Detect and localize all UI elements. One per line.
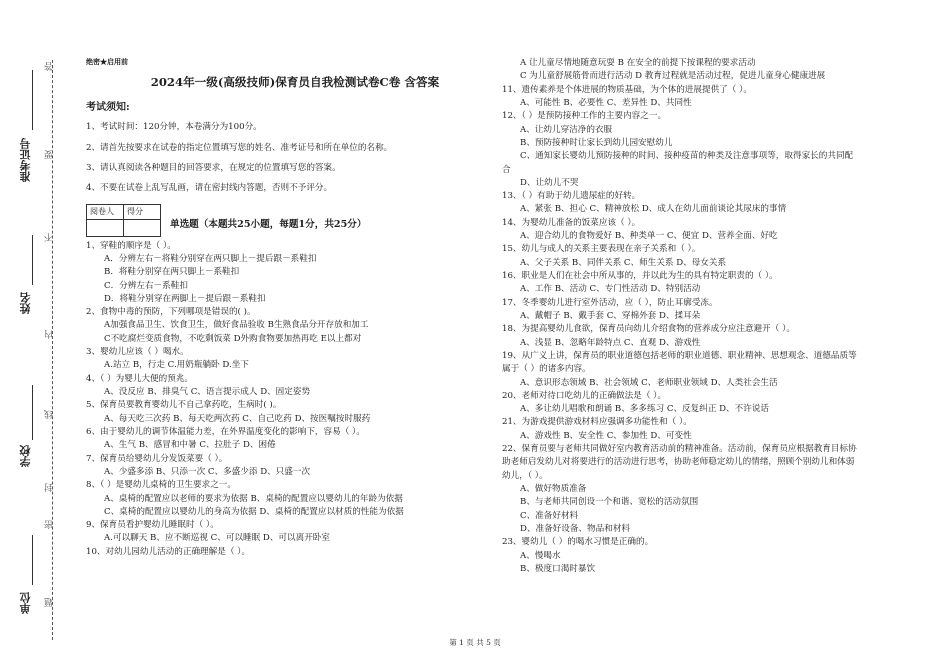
page-number: 第 1 页 共 5 页	[449, 638, 501, 647]
question-text: 9、保育员看护婴幼儿睡眠时（ ）。	[86, 520, 219, 531]
page-title: 2024年一级(高级技师)保育员自我检测试卷C卷 含答案	[150, 74, 440, 89]
answer-option[interactable]: D．将鞋分别穿在两脚上－提后跟－系鞋扣	[104, 293, 266, 304]
question-text: 7、保育员给婴幼儿分发饭菜要（ ）。	[86, 453, 228, 464]
answer-option[interactable]: A、父子关系 B、同伴关系 C、师生关系 D、母女关系	[520, 257, 727, 268]
seal-mark: 封	[45, 483, 55, 492]
question-text: 属于（ ）的诸多内容。	[502, 364, 591, 375]
answer-option[interactable]: A、少盛多添 B、只添一次 C、多盛少添 D、只盛一次	[104, 466, 311, 477]
answer-option[interactable]: A、工作 B、活动 C、专门性活动 D、特别活动	[520, 284, 701, 295]
seal-line	[52, 60, 53, 640]
score-cell[interactable]	[124, 219, 161, 236]
seal-mark: 内	[45, 330, 55, 339]
answer-option[interactable]: D、准备好设备、物品和材料	[520, 523, 631, 534]
question-text: 5、保育员要教育婴幼儿不自己拿药吃，生病时( )。	[86, 400, 282, 411]
question-text: 13、（ ）有助于幼儿遗尿症的好转。	[502, 191, 641, 202]
answer-option[interactable]: B．将鞋分别穿在两只脚上－系鞋扣	[104, 267, 240, 278]
question-text: 22、保育员要与老师共同做好室内教育活动前的精神准备。活动前，保育员应根据教育目标协	[502, 444, 857, 455]
seal-mark: 题	[45, 598, 55, 607]
answer-option[interactable]: A、浅显 B、忽略年龄特点 C、直观 D、游戏性	[520, 337, 701, 348]
notice-heading: 考试须知:	[86, 101, 130, 113]
answer-option[interactable]: A、没反应 B、排臭气 C、语言提示成人 D、固定姿势	[104, 387, 311, 397]
answer-option[interactable]: C不吃腐烂变质食物，不吃剩饭菜 D外购食物要加热再吃 E以上都对	[104, 333, 362, 344]
grader-header: 阅卷人	[87, 204, 124, 219]
name-label: 姓名	[19, 292, 32, 314]
question-text: 8、（ ）是婴幼儿桌椅的卫生要求之一。	[86, 480, 236, 491]
answer-option[interactable]: A、迎合幼儿的食物爱好 B、种类单一 C、便宜 D、营养全面、好吃	[520, 231, 778, 242]
answer-option[interactable]: A、慢喝水	[520, 550, 561, 561]
answer-option[interactable]: C、准备好材料	[520, 510, 579, 521]
school-blank[interactable]	[32, 385, 33, 440]
notice-list	[86, 121, 486, 195]
school-label: 学校	[19, 445, 32, 467]
question-text: 18、为提高婴幼儿食欲，保育员向幼儿介绍食物的营养成分应注意避开（ ）。	[502, 324, 795, 335]
notice-item: 1、考试时间：120分钟，本卷满分为100分。	[86, 122, 262, 133]
answer-option[interactable]: A、生气 B、感冒和中暑 C、拉肚子 D、困倦	[104, 440, 276, 451]
seal-mark: 答	[45, 62, 55, 71]
answer-option[interactable]: A、意识形态领域 B、社会领域 C、老师职业领域 D、人类社会生活	[520, 377, 778, 388]
answer-option[interactable]: B、预防接种时让家长到幼儿园安慰幼儿	[520, 137, 673, 148]
seal-mark: 密	[45, 520, 55, 529]
answer-option[interactable]: A加强食品卫生、饮食卫生，做好食品验收 B生熟食品分开存放和加工	[104, 320, 369, 331]
answer-option[interactable]: A、游戏性 B、安全性 C、参加性 D、可变性	[520, 430, 692, 441]
answer-option[interactable]: A．分辨左右－将鞋分别穿在两只脚上－提后跟－系鞋扣	[104, 253, 317, 264]
question-text: 14、为婴幼儿准备的饭菜应该（ ）。	[502, 217, 641, 228]
secret-label: 绝密★启用前	[86, 57, 128, 66]
answer-option[interactable]: C、通知家长婴幼儿预防接种的时间、接种疫苗的种类及注意事项等，取得家长的共同配	[520, 151, 854, 162]
section-header	[86, 204, 486, 240]
binding-strip	[0, 0, 80, 671]
question-text: 23、婴幼儿（ ）的喝水习惯是正确的。	[502, 537, 654, 548]
answer-option[interactable]: A、做好物质准备	[520, 484, 587, 494]
answer-option[interactable]: A、让幼儿穿洁净的衣服	[520, 124, 613, 135]
question-text: 4、（ ）为婴儿大便的预兆。	[86, 373, 194, 384]
question-text: 1、穿鞋的顺序是（ ）。	[86, 240, 176, 251]
answer-option[interactable]: C 为儿童舒展筋骨而进行活动 D 教育过程就是活动过程，促进儿童身心健康进展	[520, 71, 826, 82]
question-text: 17、冬季婴幼儿进行室外活动，应（ ），防止耳廓受冻。	[502, 297, 718, 308]
question-text: 19、从广义上讲，保育员的职业道德包括老师的职业道德、职业精神、思想观念、道德品质等	[502, 350, 857, 361]
answer-option[interactable]: C．分辨左右－系鞋扣	[104, 280, 188, 291]
question-text: 12、（ ）是预防接种工作的主要内容之一。	[502, 111, 667, 122]
seal-mark: 线	[45, 410, 55, 419]
answer-option[interactable]: D、让幼儿不哭	[520, 177, 579, 188]
answer-option[interactable]: A、紧张 B、担心 C、精神放松 D、成人在幼儿面前谈论其尿床的事情	[520, 204, 787, 215]
seal-mark: 要	[45, 150, 55, 159]
notice-item: 3、请认真阅读各种题目的回答要求，在规定的位置填写您的答案。	[86, 162, 341, 173]
exam-number-blank[interactable]	[32, 70, 33, 130]
question-text: 3、婴幼儿应该（ ）喝水。	[86, 347, 189, 358]
answer-option[interactable]: A、桌椅的配置应以老师的要求为依据 B、桌椅的配置应以婴幼儿的年龄为依据	[104, 493, 403, 504]
notice-item: 4、不要在试卷上乱写乱画，请在密封线内答题，否则不予评分。	[86, 183, 333, 194]
question-text: 幼儿，（ ）。	[502, 470, 548, 481]
question-text: 21、为游戏提供游戏材料应强调多功能性和（ ）。	[502, 417, 692, 428]
question-text: 2、食物中毒的预防，下列哪项是错误的( )。	[86, 307, 256, 318]
question-text: 15、幼儿与成人的关系主要表现在亲子关系和（ ）。	[502, 244, 701, 255]
answer-option[interactable]: A.可以聊天 B、应不断巡视 C、可以睡眠 D、可以离开卧室	[104, 533, 330, 544]
name-blank[interactable]	[32, 235, 33, 285]
grader-table	[86, 204, 161, 237]
question-text: 助老师启发幼儿对将要进行的活动进行思考，协助老师稳定幼儿的情绪，照顾个别幼儿和体弱	[502, 457, 855, 468]
question-text: 20、老师对待口吃幼儿的正确做法是（ ）。	[502, 390, 667, 401]
notice-item: 2、请首先按要求在试卷的指定位置填写您的姓名、准考证号和所在单位的名称。	[86, 142, 393, 153]
question-text: 合	[502, 164, 511, 175]
question-text: 16、职业是人们在社会中所从事的，并以此为生的具有特定职责的（ ）。	[502, 271, 778, 281]
section-title: 单选题（本题共25小题，每题1分，共25分）	[170, 218, 367, 230]
question-list	[86, 240, 486, 560]
answer-option[interactable]: A 让儿童尽情地随意玩耍 B 在安全的前提下按课程的要求活动	[520, 58, 756, 68]
answer-option[interactable]: B、极度口渴时暴饮	[520, 563, 596, 574]
question-text: 10、对幼儿园幼儿活动的正确理解是（ ）。	[86, 546, 251, 557]
exam-number-label: 准考证号	[19, 138, 32, 182]
answer-option[interactable]: B、与老师共同创设一个和谐、宽松的活动氛围	[520, 497, 699, 508]
question-text: 6、由于婴幼儿的调节体温能力差，在外界温度变化的影响下，容易（ ）。	[86, 426, 365, 437]
answer-option[interactable]: C、桌椅的配置应以婴幼儿的身高为依据 D、桌椅的配置应以材质的性能为依据	[104, 506, 404, 517]
answer-option[interactable]: A、戴帽子 B、戴手套 C、穿棉外套 D、揉耳朵	[520, 310, 701, 321]
left-column	[86, 57, 486, 559]
question-list	[502, 57, 922, 576]
right-column	[502, 57, 922, 576]
seal-mark: 不	[45, 233, 55, 242]
answer-option[interactable]: A、可能性 B、必要性 C、差异性 D、共同性	[520, 97, 692, 108]
grader-cell[interactable]	[87, 219, 124, 236]
score-header: 得分	[124, 204, 161, 219]
answer-option[interactable]: A、多让幼儿唱歌和朗诵 B、多多练习 C、反复纠正 D、不许说话	[520, 404, 770, 415]
answer-option[interactable]: A.站立 B，行走 C.用奶瓶躺卧 D.坐下	[104, 360, 249, 371]
answer-option[interactable]: A、每天吃三次药 B、每天吃两次药 C、自己吃药 D、按医嘱按时服药	[104, 413, 371, 424]
unit-blank[interactable]	[32, 535, 33, 585]
question-text: 11、遗传素养是个体进展的物质基础，为个体的进展提供了（ ）。	[502, 84, 752, 95]
unit-label: 单位	[19, 592, 32, 614]
